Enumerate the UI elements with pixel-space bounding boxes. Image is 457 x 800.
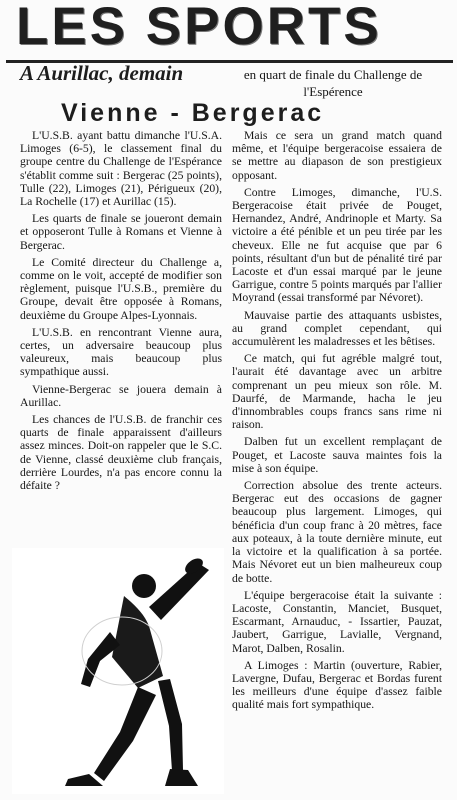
left-paragraph: Vienne-Bergerac se jouera demain à Aurillac. (20, 382, 222, 409)
right-paragraph: L'équipe bergeracoise était la suivante : Lacoste, Constantin, Manciet, Busquet, Escarmant, Arnauduc, - Issartier, Pauzat, Jaubert, Garrigue, Lavialle, Vergnand, Marot, Dalben, Rosalin. (232, 588, 442, 655)
right-paragraph: Dalben fut un excellent remplaçant de Pouget, et Lacoste sauva maintes fois la mise à son équipe. (232, 435, 442, 475)
masthead-title: LES SPORTS (16, 0, 382, 56)
right-paragraph: Ce match, qui fut agréble malgré tout, l'aurait été davantage avec un arbitre comprenant un peu mieux son rôle. M. Daurfé, de Marmande, hacha le jeu d'innombrables coups francs sans rime ni raison. (232, 352, 442, 432)
right-paragraph: Mais ce sera un grand match quand même, et l'équipe bergeracoise essaiera de se mettre au diapason de son prestigieux opposant. (232, 129, 442, 182)
right-paragraph: A Limoges : Martin (ouverture, Rabier, Lavergne, Dufau, Bergerac et Bordas furent les meilleurs d'une équipe d'assez faible qualité mais fort sympathique. (232, 658, 442, 712)
article-subheading: en quart de finale du Challenge de l'Espérence (243, 67, 423, 99)
rugby-player-icon (12, 548, 224, 794)
right-column (232, 129, 442, 796)
left-paragraph: L'U.S.B. ayant battu dimanche l'U.S.A. Limoges (6-5), le classement final du groupe centre du Challenge de l'Espérance s'établit comme suit : Bergerac (25 points), Tulle (22), Limoges (21), Périgueux (20), La Rochelle (17) et Aurillac (15). (20, 129, 222, 209)
left-paragraph: Les quarts de finale se joueront demain et opposeront Tulle à Romans et Vienne à Bergerac. (20, 212, 222, 252)
rugby-player-illustration (12, 548, 224, 794)
right-paragraph: Mauvaise partie des attaquants usbistes, au grand complet cependant, qui accumulèrent les maladresses et les bêtises. (232, 308, 442, 349)
right-paragraph: Contre Limoges, dimanche, l'U.S. Bergeracoise était privée de Pouget, Hernandez, André, Andrinople et Marty. Sa victoire a été pénible et un peu tirée par les cheveux. Elle ne fut acquise que par 6 points, résultant d'un but de pénalité tiré par Lacoste et d'un essai marqué par le jeune Garrigue, contre 5 points marqués par l'allier Moyrand (essai transformé par Névoret). (232, 185, 442, 305)
left-paragraph: Le Comité directeur du Challenge a, comme on le voit, accepté de modifier son règlement, puisque l'U.S.B., première du Groupe, devait être opposée à Romans, deuxième du Groupe Alpes-Lyonnais. (20, 255, 222, 322)
left-column (20, 129, 222, 548)
article-kicker: A Aurillac, demain (20, 61, 184, 85)
right-paragraph: Correction absolue des trente acteurs. Bergerac eut des occasions de gagner beaucoup plus largement. Limoges, qui bénéficia d'un coup franc à 20 mètres, face aux poteaux, à la toute dernière minute, eut la victoire et la qualification à sa portée. Mais Névoret eut un bien malheureux coup de botte. (232, 479, 442, 585)
article-headline: Vienne - Bergerac (61, 99, 325, 127)
left-paragraph: L'U.S.B. en rencontrant Vienne aura, certes, un adversaire beaucoup plus valeureux, mais beaucoup plus sympathique aussi. (20, 325, 222, 379)
left-paragraph: Les chances de l'U.S.B. de franchir ces quarts de finale apparaissent d'ailleurs assez minces. Doit-on rappeler que le S.C. de Vienne, classé deuxième club français, derrière Lourdes, n'a pas encore connu la défaite ? (20, 413, 222, 493)
masthead (6, 2, 453, 63)
